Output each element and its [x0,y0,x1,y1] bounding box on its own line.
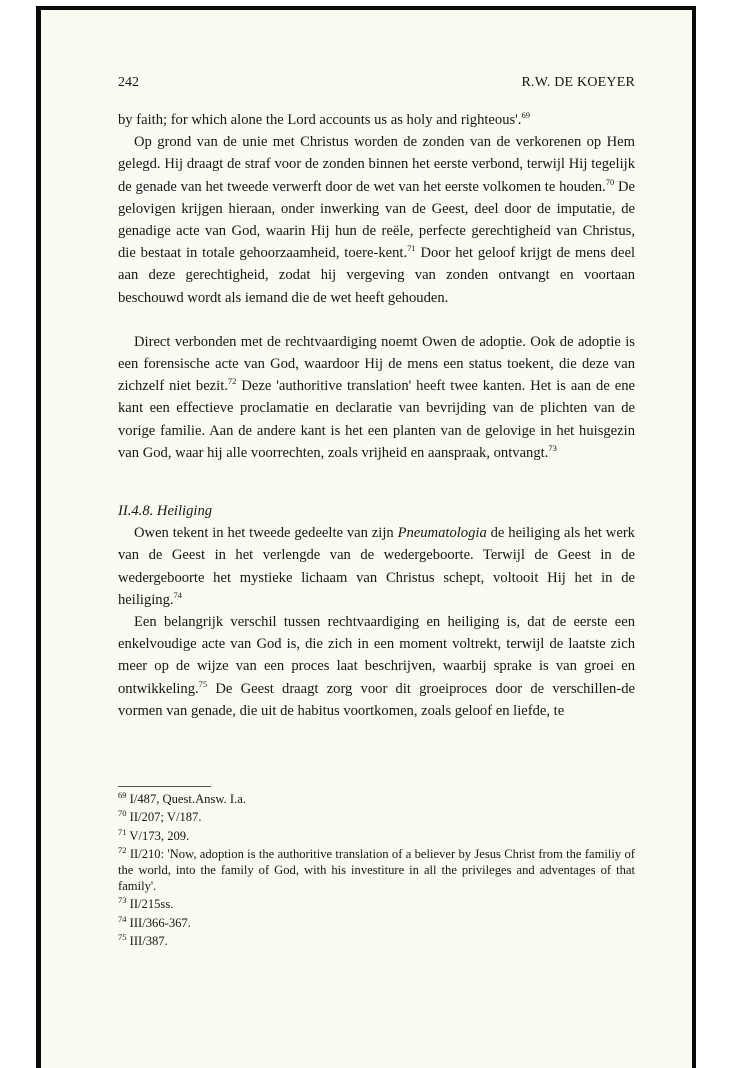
paragraph-2-text: Door het geloof krijgt de mens deel aan deze gerechtigheid, zodat hij vergeving van zonden ontvangt en voortaan beschouwd wordt als iemand die de wet heeft gehouden. [118,245,635,306]
paragraph-3-text: Deze 'authoritive translation' heeft twee kanten. Het is aan de ene kant een effectieve proclamatie en declaratie van bevrijding van de plichten van de vorige familie. Aan de andere kant is het een planten van de gelovige in het huisgezin van God, waar hij alle voorrechten, zoals vrijheid en aanspraak, ontvangt. [118,378,635,461]
body-text [118,109,635,722]
footnote-ref: 69 [521,110,530,121]
footnote [118,894,635,913]
paragraph-5 [118,611,635,722]
footnote-number: 70 [118,808,127,819]
book-title: Pneumatologia [397,525,487,542]
footnote [118,826,635,845]
footnote-text: II/207; V/187. [129,810,202,825]
paragraph-2 [118,131,635,309]
section-heading: II.4.8. Heiliging [118,503,213,520]
footnote [118,844,635,894]
footnote-separator [118,786,211,787]
footnote-number: 69 [118,789,127,800]
page-number: 242 [118,75,139,90]
paragraph-5-text: Een belangrijk verschil tussen rechtvaardiging en heiliging is, dat de eerste een enkelvoudige acte van God is, die zich in een moment voltrekt, terwijl de laatste zich meer op de wijze van een proces laat beschrijven, waarbij sprake is van groei en ontwikkeling. [118,614,635,697]
running-head: R.W. DE KOEYER [521,75,635,90]
footnote-ref: 73 [548,442,557,453]
footnote-number: 71 [118,826,127,837]
footnotes [118,789,635,952]
footnote-text: II/210: 'Now, adoption is the authoritive translation of a believer by Jesus Christ from the familiy of the world, into the family of God, with his investiture in all the privileges and adventages of that family'. [118,847,635,893]
footnote [118,913,635,932]
footnote-text: III/387. [129,933,168,948]
footnote [118,789,635,808]
paragraph-5-text: De Geest draagt zorg voor dit groeiproces door de verschillen-de vormen van genade, die uit de habitus voortkomen, zoals geloof en liefde, te [118,680,635,719]
footnote-text: I/487, Quest.Answ. I.a. [129,792,247,806]
footnote-ref: 71 [407,243,416,254]
footnote-number: 72 [118,844,127,855]
footnote-ref: 74 [173,590,183,600]
footnote [118,931,635,950]
footnote-ref: 75 [198,678,208,689]
paragraph-spacer [118,309,635,331]
paragraph-3 [118,331,635,464]
footnote-number: 74 [118,913,127,924]
book-page [41,10,692,1068]
paragraph-4 [118,522,635,611]
footnote-ref: 70 [605,176,615,187]
footnote [118,810,635,826]
paragraph-4-text: de heiliging als het werk van de Geest in het verlengde van de wedergeboorte. Terwijl de Geest in de wedergeboorte het mystieke lichaam van Christus schept, voltooit Hij het in de heiliging. [118,525,635,608]
paragraph-1-text: by faith; for which alone the Lord accounts us as holy and righteous'. [118,112,522,128]
paragraph-4-text: Owen tekent in het tweede gedeelte van zijn [134,525,398,542]
paragraph-2-text: De gelovigen krijgen hieraan, onder inwerking van de Geest, deel door de imputatie, de genadige acte van God, waarin Hij hun de reële, perfecte gerechtigheid van Christus, die bestaat in totale gehoorzaamheid, toere-kent. [118,178,635,262]
section-spacer [118,464,635,500]
paragraph-3-text: Direct verbonden met de rechtvaardiging noemt Owen de adoptie. Ook de adoptie is een forensische acte van God, waardoor Hij de mens een status toekent, die deze van zichzelf niet bezit. [118,333,635,395]
footnote-ref: 72 [227,376,237,387]
footnote-text: III/366-367. [129,915,191,930]
paragraph-2-text: Op grond van de unie met Christus worden de zonden van de verkorenen op Hem gelegd. Hij draagt de straf voor de zonden binnen het eerste verbond, terwijl Hij tegelijk de genade van het tweede verwerft door de wet van het eerste volkomen te houden. [118,134,635,195]
footnote-number: 75 [118,931,127,942]
footnote-text: II/215ss. [129,897,174,912]
footnote-number: 73 [118,894,127,905]
footnote-text: V/173, 209. [129,828,190,843]
paragraph-1 [118,109,635,131]
